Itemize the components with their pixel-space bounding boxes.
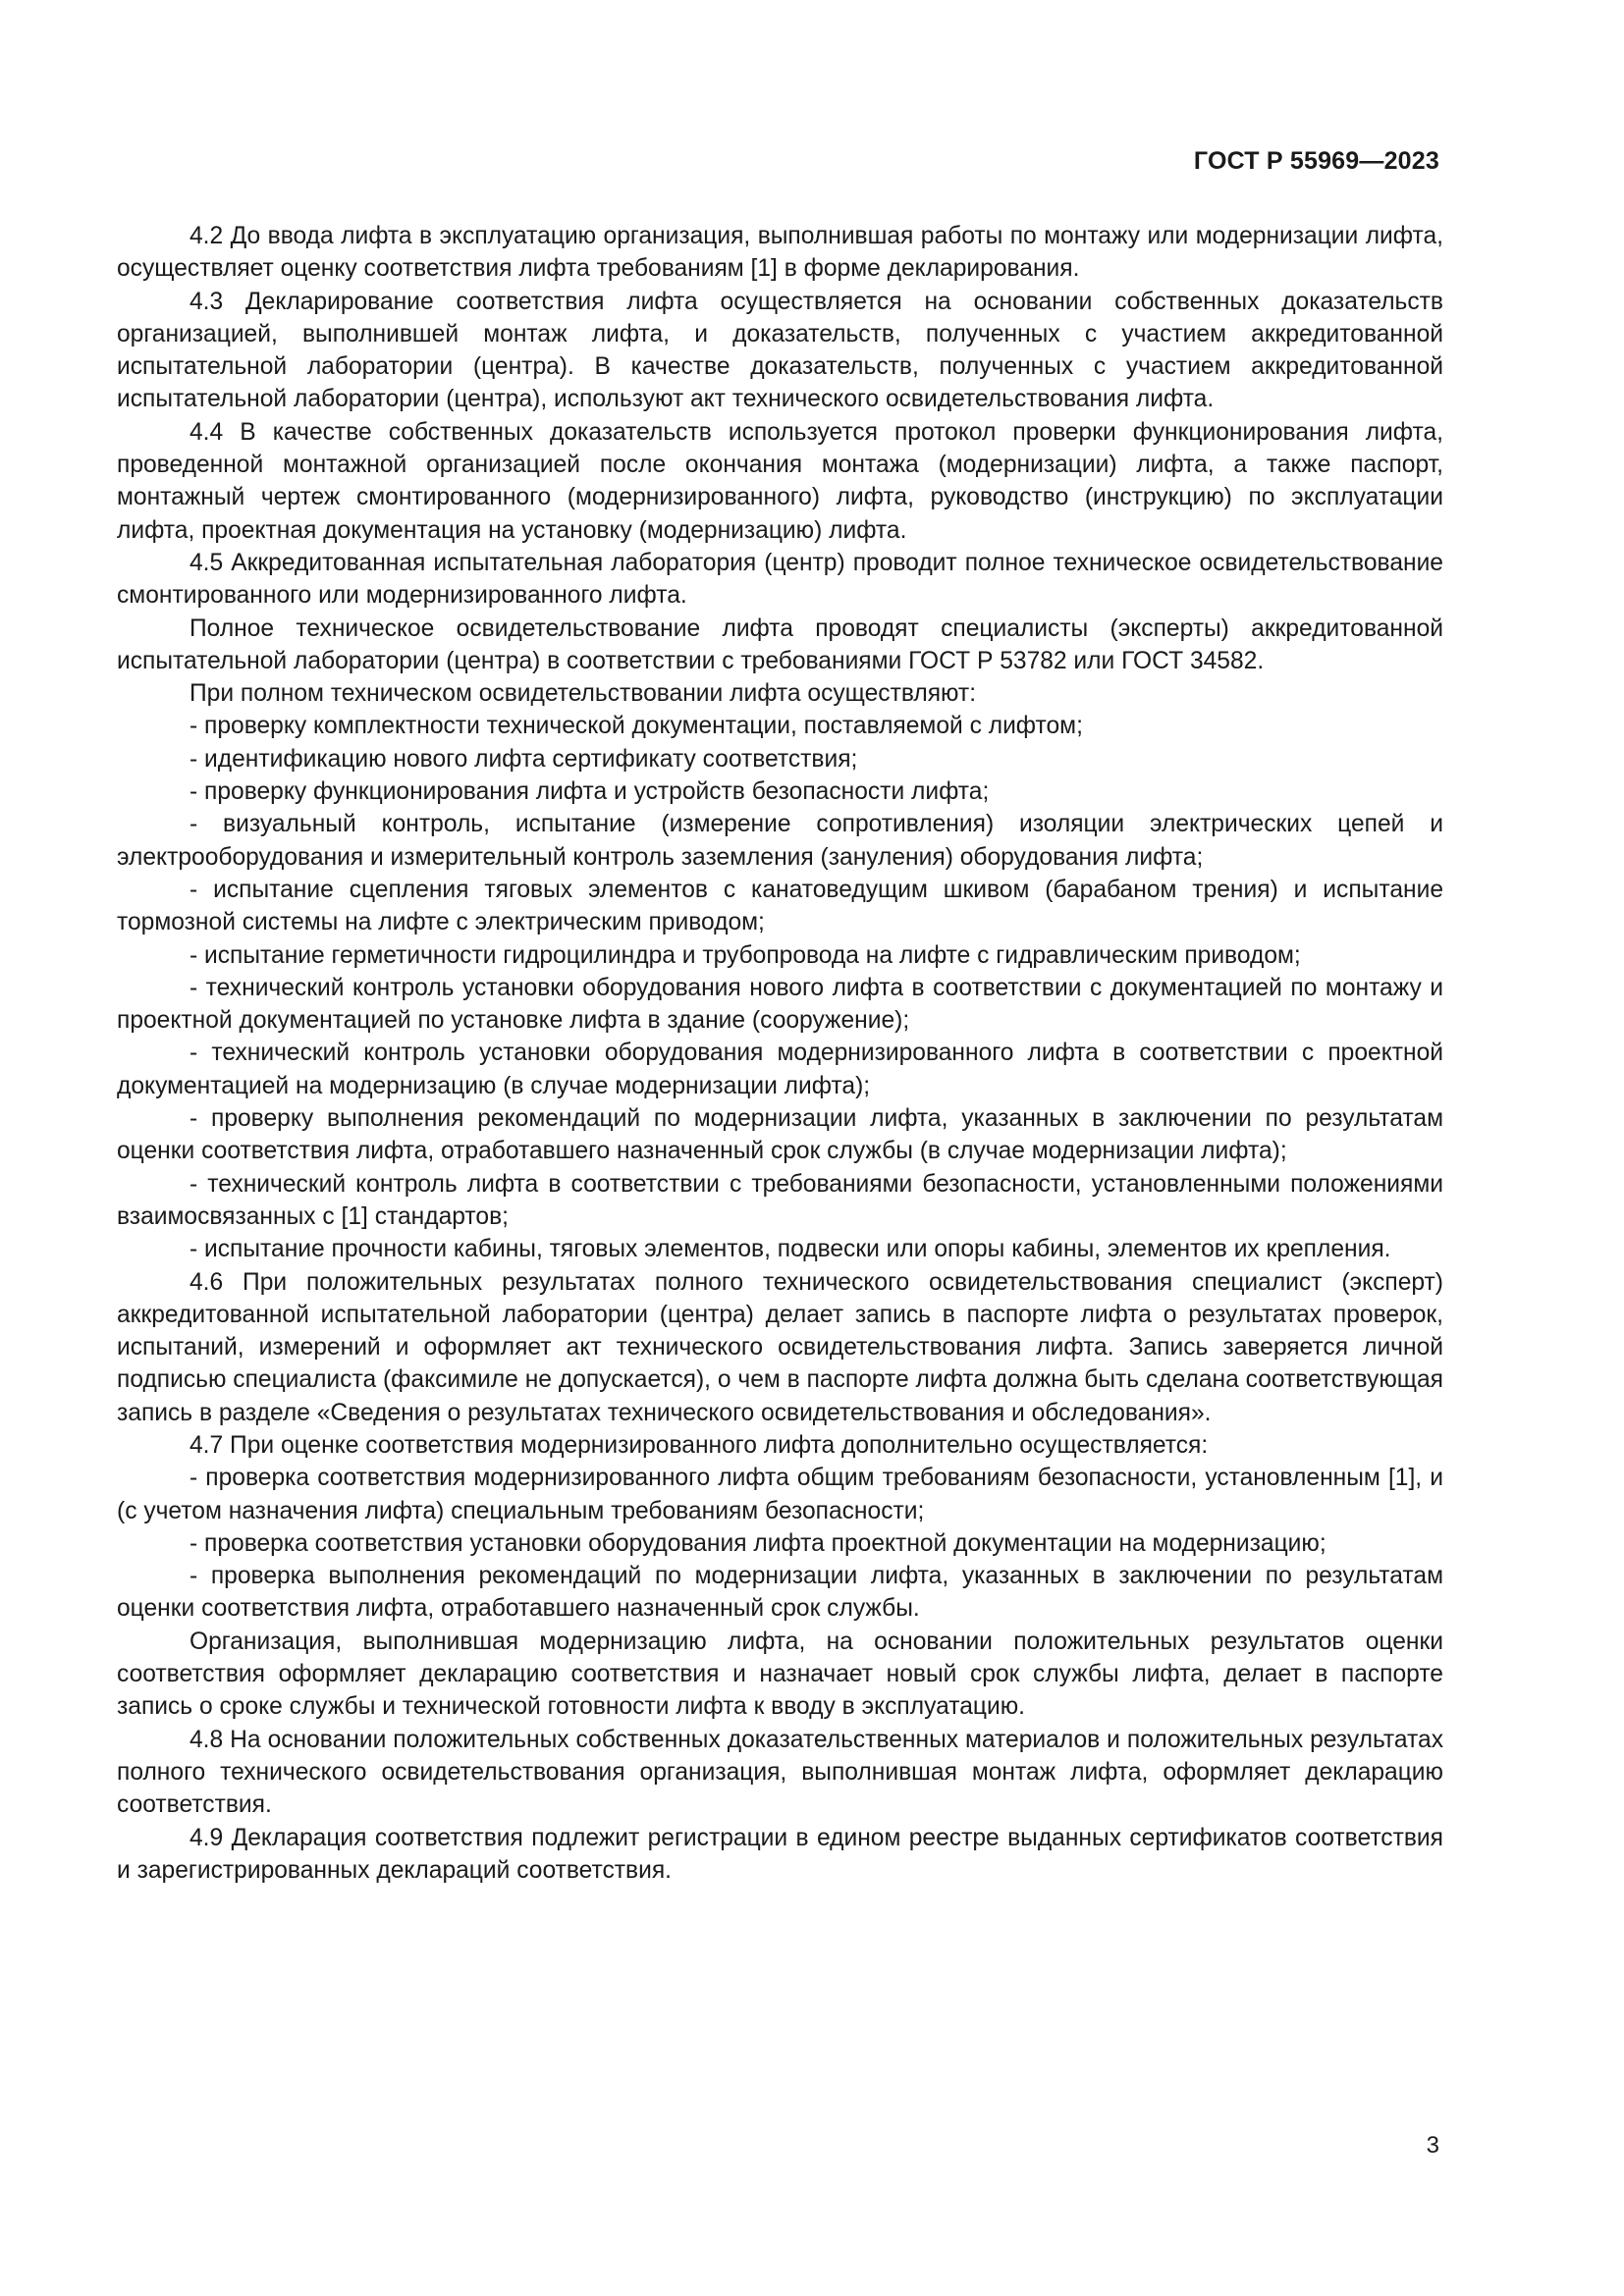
list-item: - идентификацию нового лифта сертификату соответствия; [189,745,858,773]
paragraph-4-3: 4.3 Декларирование соответствия лифта осуществляется на основании собственных доказательств организацией, выполнившей монтаж лифта, и доказательств, полученных с участием аккредитованной испытательной лаборатории (центра). В качестве доказательств, полученных с участием аккредитованной испытательной лаборатории (центра), используют акт технического освидетельствования лифта. [117,288,1443,413]
list-item: - технический контроль лифта в соответствии с требованиями безопасности, установленными положениями взаимосвязанных с [1] стандартов; [117,1170,1443,1230]
list-item: - испытание прочности кабины, тяговых элементов, подвески или опоры кабины, элементов их крепления. [189,1236,1391,1263]
paragraph-4-5: 4.5 Аккредитованная испытательная лаборатория (центр) проводит полное техническое освидетельствование смонтированного или модернизированного лифта. [117,549,1443,610]
paragraph-inspection-intro: При полном техническом освидетельствовании лифта осуществляют: [189,680,977,708]
standard-designation: ГОСТ Р 55969—2023 [1193,147,1439,175]
paragraph-4-2: 4.2 До ввода лифта в эксплуатацию организация, выполнившая работы по монтажу или модернизации лифта, осуществляет оценку соответствия лифта требованиям [1] в форме декларирования. [117,223,1443,283]
paragraph-full-inspection: Полное техническое освидетельствование лифта проводят специалисты (эксперты) аккредитованной испытательной лаборатории (центра) в соответствии с требованиями ГОСТ Р 53782 или ГОСТ 34582. [117,614,1443,674]
list-item: - проверка соответствия установки оборудования лифта проектной документации на модернизацию; [189,1529,1326,1557]
list-item: - проверка выполнения рекомендаций по модернизации лифта, указанных в заключении по результатам оценки соответствия лифта, отработавшего назначенный срок службы. [117,1563,1443,1623]
paragraph-4-4: 4.4 В качестве собственных доказательств используется протокол проверки функционирования лифта, проведенной монтажной организацией после окончания монтажа (модернизации) лифта, а также паспорт, монтажный чертеж смонтированного (модернизированного) лифта, руководство (инструкцию) по эксплуатации лифта, проектная документация на установку (модернизацию) лифта. [117,418,1443,544]
page-number: 3 [1426,2132,1439,2159]
document-body [117,220,1443,1887]
list-item: - испытание сцепления тяговых элементов с канатоведущим шкивом (барабаном трения) и испытание тормозной системы на лифте с электрическим приводом; [117,876,1443,936]
paragraph-4-6: 4.6 При положительных результатах полного технического освидетельствования специалист (эксперт) аккредитованной испытательной лаборатории (центра) делает запись в паспорте лифта о результатах проверок, испытаний, измерений и оформляет акт технического освидетельствования лифта. Запись заверяется личной подписью специалиста (факсимиле не допускается), о чем в паспорте лифта должна быть сделана соответствующая запись в разделе «Сведения о результатах технического освидетельствования и обследования». [117,1268,1443,1426]
list-item: - проверка соответствия модернизированного лифта общим требованиям безопасности, установленным [1], и (с учетом назначения лифта) специальным требованиям безопасности; [117,1465,1443,1524]
paragraph-4-8: 4.8 На основании положительных собственных доказательственных материалов и положительных результатах полного технического освидетельствования организация, выполнившая монтаж лифта, оформляет декларацию соответствия. [117,1726,1443,1819]
list-item: - проверку комплектности технической документации, поставляемой с лифтом; [189,713,1083,740]
list-item: - проверку выполнения рекомендаций по модернизации лифта, указанных в заключении по результатам оценки соответствия лифта, отработавшего назначенный срок службы (в случае модернизации лифта); [117,1105,1443,1165]
list-item: - испытание герметичности гидроцилиндра и трубопровода на лифте с гидравлическим приводом; [189,941,1301,969]
list-item: - проверку функционирования лифта и устройств безопасности лифта; [189,778,990,806]
paragraph-4-7: 4.7 При оценке соответствия модернизированного лифта дополнительно осуществляется: [189,1431,1209,1459]
paragraph-modernization-org: Организация, выполнившая модернизацию лифта, на основании положительных результатов оценки соответствия оформляет декларацию соответствия и назначает новый срок службы лифта, делает в паспорте запись о сроке службы и технической готовности лифта к вводу в эксплуатацию. [117,1628,1443,1721]
list-item: - технический контроль установки оборудования нового лифта в соответствии с документацией по монтажу и проектной документацией по установке лифта в здание (сооружение); [117,974,1443,1035]
paragraph-4-9: 4.9 Декларация соответствия подлежит регистрации в едином реестре выданных сертификатов соответствия и зарегистрированных деклараций соответствия. [117,1824,1443,1884]
list-item: - технический контроль установки оборудования модернизированного лифта в соответствии с проектной документацией на модернизацию (в случае модернизации лифта); [117,1040,1443,1099]
list-item: - визуальный контроль, испытание (измерение сопротивления) изоляции электрических цепей и электрооборудования и измерительный контроль заземления (зануления) оборудования лифта; [117,811,1443,871]
